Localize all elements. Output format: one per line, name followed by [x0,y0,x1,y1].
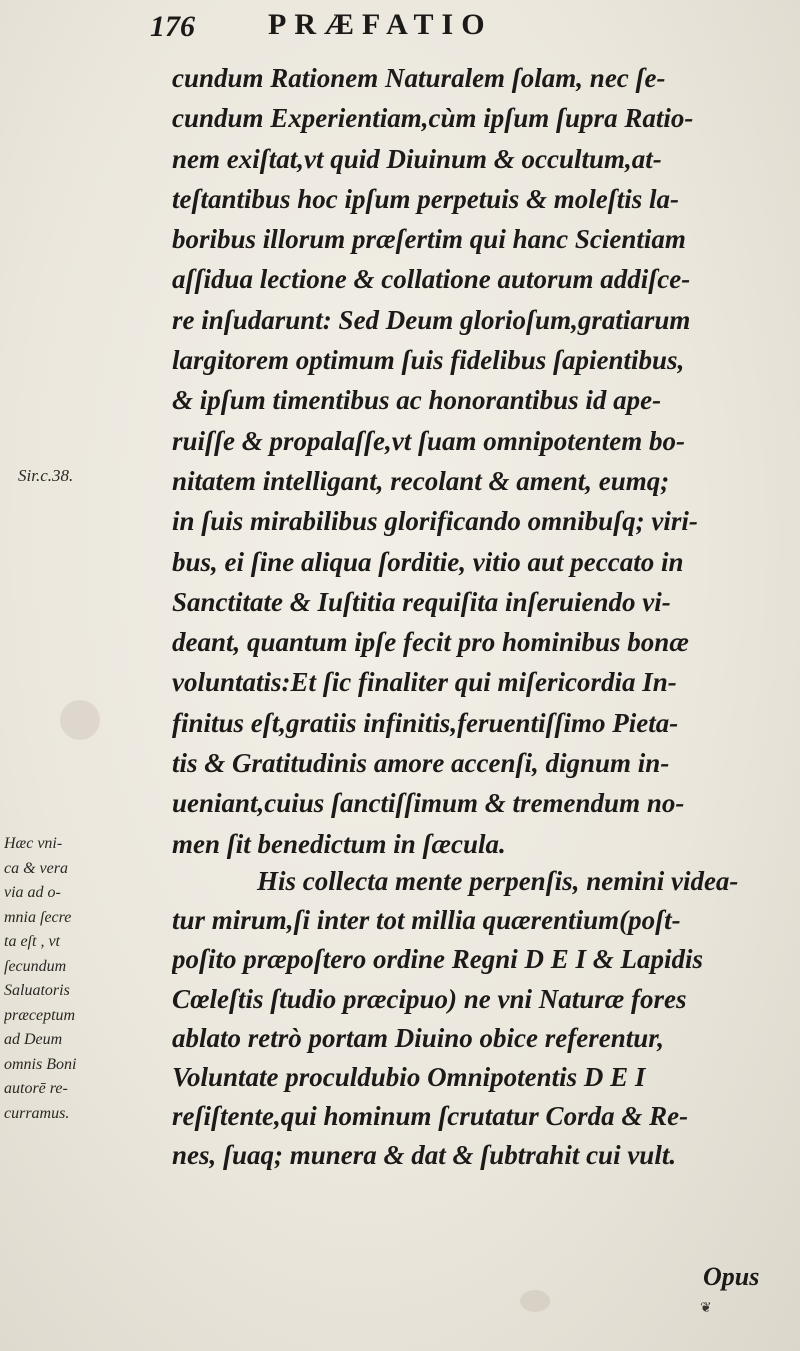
text-line: cundum Rationem Naturalem ſolam, nec ſe- [172,63,666,93]
text-line: boribus illorum præſertim qui hanc Scientiam [172,224,686,255]
text-line: voluntatis:Et ſic finaliter qui miſericordia In- [172,667,677,698]
paper-stain [60,700,100,740]
page-number: 176 [150,10,195,43]
text-line: nem exiſtat,vt quid Diuinum & occultum,at- [172,143,662,174]
text-line: cundum Experientiam,cùm ipſum ſupra Ratio- [172,103,694,134]
paragraph-block [172,862,790,1176]
text-line: deant, quantum ipſe fecit pro hominibus bonæ [172,627,689,658]
text-line: poſito præpoſtero ordine Regni D E I & Lapidis [172,944,704,975]
text-line: bus, ei ſine aliqua ſorditie, vitio aut peccato in [172,546,684,577]
text-line: re inſudarunt: Sed Deum glorioſum,gratiarum [172,304,691,335]
main-text-block [172,58,790,864]
text-line: largitorem optimum ſuis fidelibus ſapientibus, [172,345,685,376]
page-header [0,6,800,50]
text-line: Cœleſtis ſtudio præcipuo) ne vni Naturæ fores [172,983,687,1014]
margin-reference: Sir.c.38. [18,466,74,485]
paper-stain [520,1290,550,1312]
text-line: in ſuis mirabilibus glorificando omnibuſq; viri- [172,506,698,537]
margin-note-line: curramus. [4,1104,70,1122]
text-line: finitus eſt,gratiis infinitis,feruentiſſimo Pieta- [172,707,679,738]
margin-note-line: ta eſt , vt [4,933,60,950]
text-line: teſtantibus hoc ipſum perpetuis & moleſtis la- [172,183,680,214]
margin-note-line: via ad o- [4,884,61,901]
margin-note-line: mnia ſecre [4,908,72,926]
margin-note-line: ad Deum [4,1031,63,1048]
text-line: Voluntate proculdubio Omnipotentis D E I [172,1061,646,1092]
text-line: ruiſſe & propalaſſe,vt ſuam omnipotentem bo- [172,425,685,456]
catchword: Opus [703,1262,760,1291]
margin-note-line: ſecundum [4,957,67,975]
text-line: reſiſtente,qui hominum ſcrutatur Corda & Re- [172,1101,689,1132]
text-line: Sanctitate & Iuſtitia requiſita inſeruiendo vi- [172,586,671,617]
text-line: men ſit benedictum in ſæcula. [172,828,506,859]
margin-note-line: omnis Boni [4,1055,77,1073]
text-line: tur mirum,ſi inter tot millia quærentium(poſt- [172,905,681,936]
margin-note [4,832,164,1126]
text-line: nitatem intelligant, recolant & ament, eumq; [172,465,670,496]
text-line: tis & Gratitudinis amore accenſi, dignum in- [172,748,670,779]
margin-note-line: Saluatoris [4,982,70,999]
margin-note-line: præceptum [4,1006,76,1024]
text-line: & ipſum timentibus ac honorantibus id ape- [172,385,662,416]
signature-mark: ❦ [700,1300,712,1316]
margin-note-line: Hæc vni- [4,835,63,852]
text-line: His collecta mente perpenſis, nemini videa- [257,866,739,896]
margin-note-line: autorē re- [4,1080,68,1097]
running-title: PRÆFATIO [268,8,493,41]
text-line: aſſidua lectione & collatione autorum addiſce- [172,264,691,295]
text-line: nes, ſuaq; munera & dat & ſubtrahit cui vult. [172,1140,677,1171]
text-line: ablato retrò portam Diuino obice referentur, [172,1022,665,1053]
margin-note-line: ca & vera [4,859,68,877]
text-line: ueniant,cuius ſanctiſſimum & tremendum no- [172,788,685,819]
